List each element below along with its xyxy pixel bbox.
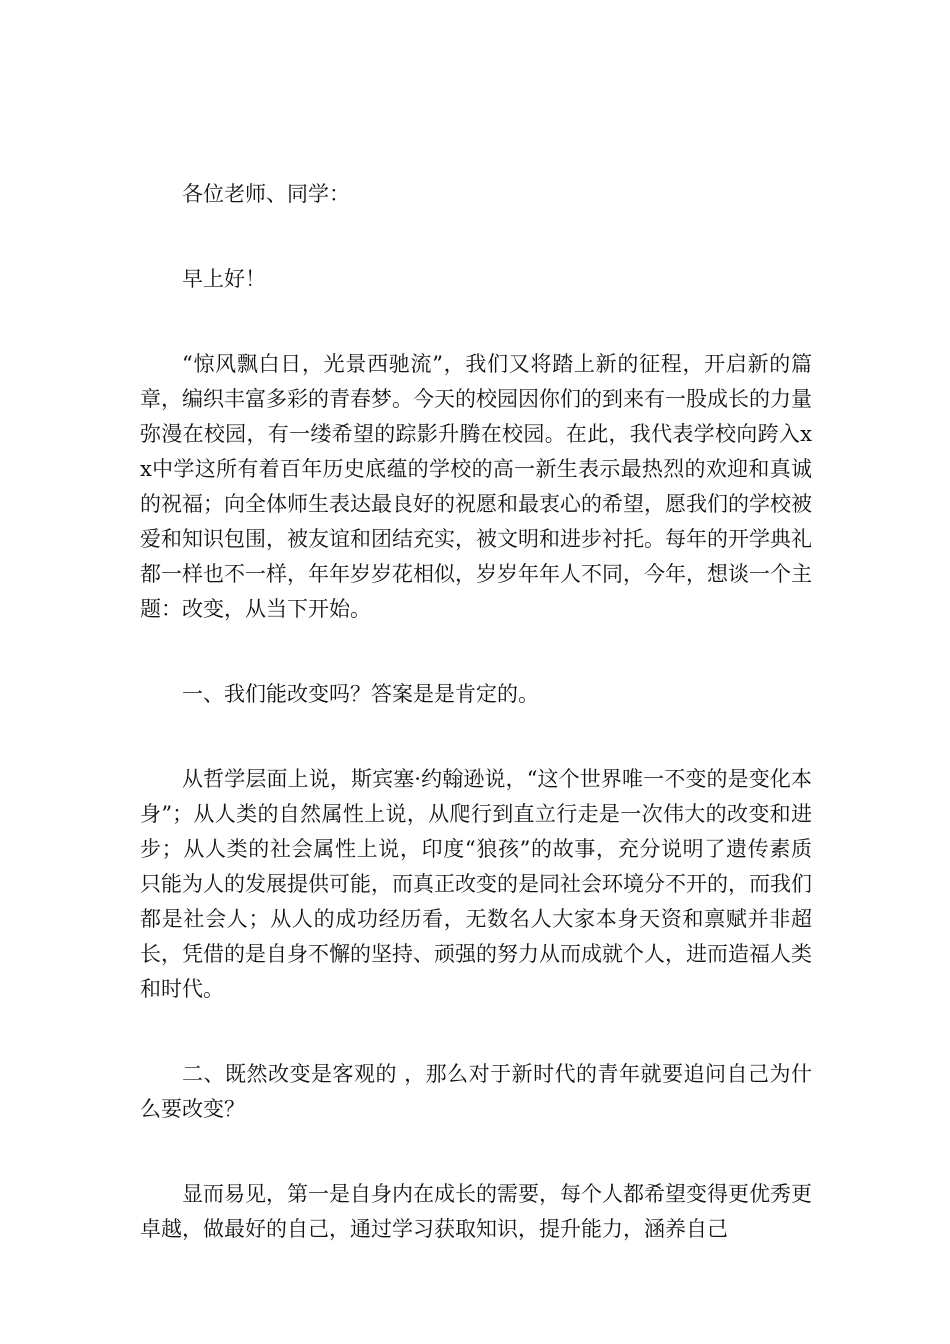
paragraph-gap	[140, 212, 812, 262]
section-heading-2: 二、既然改变是客观的 ，那么对于新时代的青年就要追问自己为什么要改变？	[140, 1062, 812, 1121]
greeting: 早上好！	[182, 267, 266, 291]
paragraph-gap	[140, 1007, 812, 1057]
paragraph-gap	[140, 627, 812, 677]
salutation: 各位老师、同学：	[182, 182, 350, 206]
paragraph-gap	[140, 712, 812, 762]
paragraph-gap	[140, 1127, 812, 1177]
document-body	[140, 177, 812, 1247]
paragraph-gap	[140, 297, 812, 347]
section-1-paragraph: 从哲学层面上说，斯宾塞·约翰逊说，“这个世界唯一不变的是变化本身”；从人类的自然属性上说，从爬行到直立行走是一次伟大的改变和进步；从人类的社会属性上说，印度“狼孩”的故事，充分说明了遗传素质只能为人的发展提供可能，而真正改变的是同社会环境分不开的，而我们都是社会人；从人的成功经历看，无数名人大家本身天资和禀赋并非超长，凭借的是自身不懈的坚持、顽强的努力从而成就个人，进而造福人类和时代。	[140, 767, 812, 1001]
section-2-paragraph: 显而易见，第一是自身内在成长的需要，每个人都希望变得更优秀更卓越，做最好的自己，通过学习获取知识，提升能力，涵养自己	[140, 1182, 812, 1241]
section-heading-1: 一、我们能改变吗？答案是是肯定的。	[182, 682, 539, 706]
intro-paragraph: “惊风飘白日，光景西驰流”，我们又将踏上新的征程，开启新的篇章，编织丰富多彩的青春梦。今天的校园因你们的到来有一股成长的力量弥漫在校园，有一缕希望的踪影升腾在校园。在此，我代表学校向跨入xx中学这所有着百年历史底蕴的学校的高一新生表示最热烈的欢迎和真诚的祝福；向全体师生表达最良好的祝愿和最衷心的希望，愿我们的学校被爱和知识包围，被友谊和团结充实，被文明和进步衬托。每年的开学典礼都一样也不一样，年年岁岁花相似，岁岁年年人不同，今年，想谈一个主题：改变，从当下开始。	[140, 352, 812, 621]
